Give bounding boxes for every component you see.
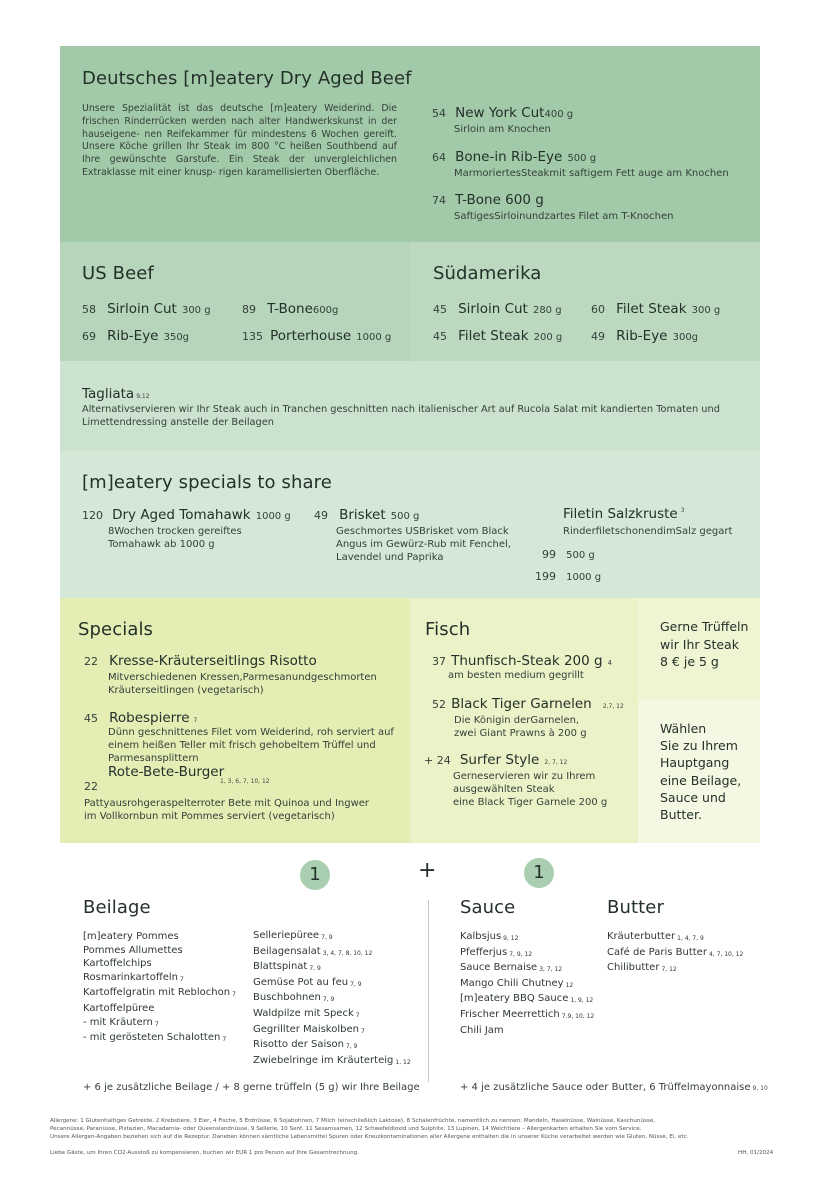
sauce-title: Sauce: [460, 897, 516, 918]
surfer-item: + 24 Surfer Style 2, 7, 12 Gerneservieren wir zu Ihrem ausgewählten Steak eine Black Tiger Garnele 200 g: [424, 752, 608, 808]
suedamerika-section: [410, 242, 760, 361]
list-item: Kräuterbutter $_{1, 4, 7, 9}$: [607, 931, 704, 942]
truffle-box: Gerne Trüffeln wir Ihr Steak 8 € je 5 g: [638, 598, 760, 700]
garnelen-item: 52 Black Tiger Garnelen 2,7, 12 Die Königin derGarnelen, zwei Giant Prawns à 200 g: [432, 696, 624, 739]
tagliata-desc: Alternativservieren wir Ihr Steak auch in Tranchen geschnitten nach italienischer Art auf Rucola Salat mit kandierten Tomaten und Limettendressing anstelle der Beilagen: [82, 404, 720, 428]
list-item: Mango Chili Chutney $_{12}$: [460, 977, 574, 989]
divider: [428, 900, 429, 1082]
list-item: Buschbohnen $_{7, 9}$: [253, 992, 335, 1004]
menu-code: HH, 01/2024: [738, 1150, 774, 1156]
list-item: - mit gerösteten Schalotten $_7$: [83, 1032, 227, 1044]
list-item: Zwiebelringe im Kräuterteig $_{1, 12}$: [253, 1054, 411, 1066]
choose-box: Wählen Sie zu Ihrem Hauptgang eine Beilage, Sauce und Butter.: [638, 700, 760, 843]
burger-item: Rote-Bete-Burger 22 1, 3, 6, 7, 10, 12 Pattyausrohgeraspelterroter Bete mit Quinoa und Ingwer im Vollkornbun mit Pommes serviert (vegetarisch): [84, 764, 370, 822]
risotto-item: 22 Kresse-Kräuterseitlings Risotto Mitverschiedenen Kressen,Parmesanundgeschmorten Kräuterseitlingen (vegetarisch): [84, 653, 377, 696]
beilage-note: + 6 je zusätzliche Beilage / + 8 gerne trüffeln (5 g) wir Ihre Beilage: [83, 1082, 420, 1093]
fisch-title: Fisch: [425, 619, 471, 640]
list-item: Kartoffelpüree: [83, 1002, 155, 1014]
sauce-note: + 4 je zusätzliche Sauce oder Butter, 6 Trüffelmayonnaise 9, 10: [460, 1082, 768, 1093]
plus-sign: +: [418, 858, 437, 883]
co2-note: Liebe Gäste, um Ihren CO2-Ausstoß zu kompensieren, buchen wir EUR 1 pro Person auf Ihre Gesamtrechnung.: [50, 1150, 359, 1156]
brisket-item: 49 Brisket 500 g Geschmortes USBrisket vom Black Angus im Gewürz-Rub mit Fenchel, Lavendel und Paprika: [314, 507, 511, 563]
dish-name: Bone-in Rib-Eye: [455, 149, 563, 165]
us-beef-section: [60, 242, 410, 361]
specials-section: [60, 598, 410, 843]
list-item: Gegrillter Maiskolben $_7$: [253, 1023, 365, 1035]
beilage-list-1: [83, 930, 236, 1047]
sauce-list: [460, 930, 594, 1037]
list-item: Selleriepüree $_{7, 9}$: [253, 930, 333, 941]
suedamerika-title: Südamerika: [433, 263, 542, 284]
list-item: Risotto der Saison $_{7, 9}$: [253, 1039, 358, 1051]
robespierre-item: 45 Robespierre 7 Dünn geschnittenes Filet vom Weiderind, roh serviert auf einem heißen Teller mit frisch gehobeltem Trüffel und Parmesansplittern: [84, 710, 394, 764]
tomahawk-item: 120 Dry Aged Tomahawk 1000 g 8Wochen trocken gereiftes Tomahawk ab 1000 g: [82, 507, 291, 550]
list-item: Gemüse Pot au feu $_{7, 9}$: [253, 976, 362, 988]
us-beef-item: 69 Rib-Eye 350g: [82, 328, 190, 344]
share-section: [60, 451, 760, 598]
list-item: Pfefferjus $_{7, 9, 12}$: [460, 946, 533, 958]
tagliata-section: Tagliata 9,12 Alternativservieren wir Ihr Steak auch in Tranchen geschnitten nach italienischer Art auf Rucola Salat mit kandierten Tomaten und Limettendressing anstelle der Beilagen: [60, 361, 760, 451]
list-item: [m]eatery Pommes: [83, 931, 179, 942]
dry-aged-intro: Unsere Spezialität ist das deutsche [m]eatery Weiderind. Die frischen Rinderrücken werden nach alter Handwerkskunst in der hauseigene- nen Reifekammer für mindestens 6 Wochen gereift. Unsere Köche grillen Ihr Steak im 800 °C heißen Southbend auf Ihre gewünschte Garstufe. Ein Steak der unvergleichlichen Extraklasse mit einer knusp- rigen karamellisierten Oberfläche.: [82, 103, 397, 178]
dish-name: T-Bone 600 g: [455, 192, 544, 208]
beilage-list-2: [253, 929, 411, 1069]
suedamerika-item: 60 Filet Steak 300 g: [591, 301, 721, 317]
list-item: Kartoffelgratin mit Reblochon $_7$: [83, 987, 236, 999]
list-item: Pommes Allumettes: [83, 944, 183, 956]
dry-aged-section: [60, 46, 760, 242]
list-item: Chilibutter $_{7, 12}$: [607, 962, 677, 974]
dry-aged-title: Deutsches [m]eatery Dry Aged Beef: [82, 68, 412, 89]
suedamerika-item: 49 Rib-Eye 300g: [591, 328, 699, 344]
count-badge-sauce: 1: [524, 858, 554, 888]
dry-aged-item: 64 Bone-in Rib-Eye 500 g MarmoriertesSteakmit saftigem Fett auge am Knochen: [432, 149, 729, 179]
specials-title: Specials: [78, 619, 154, 640]
salzkruste-item: Filetin Salzkruste $^3$ RinderfiletschonendimSalz gegart 99 500 g 199 1000 g: [535, 506, 733, 583]
list-item: - mit Kräutern $_7$: [83, 1016, 159, 1028]
list-item: Waldpilze mit Speck $_7$: [253, 1007, 360, 1019]
beilage-title: Beilage: [83, 897, 151, 918]
list-item: Beilagensalat $_{3, 4, 7, 8, 10, 12}$: [253, 945, 373, 957]
list-item: Frischer Meerrettich $_{7.9, 10, 12}$: [460, 1008, 595, 1020]
dish-name: New York Cut: [455, 105, 545, 121]
list-item: Kalbsjus $_{9, 12}$: [460, 931, 519, 942]
list-item: Kartoffelchips: [83, 958, 152, 970]
fisch-section: [410, 598, 638, 843]
butter-title: Butter: [607, 897, 664, 918]
list-item: Café de Paris Butter $_{4, 7, 10, 12}$: [607, 946, 744, 958]
count-badge-beilage: 1: [300, 860, 330, 890]
list-item: Sauce Bernaise $_{3, 7, 12}$: [460, 962, 563, 974]
thunfisch-item: 37 Thunfisch-Steak 200 g 4 am besten medium gegrillt: [432, 653, 613, 681]
us-beef-item: 58 Sirloin Cut 300 g: [82, 301, 211, 317]
list-item: [m]eatery BBQ Sauce $_{1, 9, 12}$: [460, 993, 594, 1005]
suedamerika-item: 45 Filet Steak 200 g: [433, 328, 563, 344]
us-beef-title: US Beef: [82, 263, 154, 284]
us-beef-item: 89 T-Bone600g: [242, 301, 339, 317]
list-item: Chili Jam: [460, 1024, 504, 1036]
allergen-info: Allergene: 1 Glutenhaltiges Getreide, 2 Krebstiere, 3 Eier, 4 Fische, 5 Erdnüsse, 6 Sojabohnen, 7 Milch (einschließlich Laktose), 8 Schalenfrüchte, namentlich zu nennen: Mandeln, Haselnüsse, Walnüsse, Kaschunüsse, Pecannüsse, Paranüsse, Pistazien, Macadamia- oder Queenslandnüsse, 9 Sellerie, 10 Senf, 11 Sesamsamen, 12 Schwefeldioxid und Sulphite, 13 Lupinen, 14 Weichtiere – Allergenkarten erhalten Sie vom Service. Unsere Allergen-Angaben beziehen sich auf die Rezeptur. Daneben können sämtliche Lebensmittel Spuren oder Kreuzkontaminationen aller Allergene enthalten die in unserer Küche verarbeitet werden wie Gluten, Nüsse, Ei, etc.: [50, 1118, 689, 1140]
share-title: [m]eatery specials to share: [82, 472, 332, 493]
dry-aged-item: 54 New York Cut400 g Sirloin am Knochen: [432, 105, 574, 135]
list-item: Blattspinat $_{7, 9}$: [253, 961, 321, 973]
butter-list: [607, 930, 743, 977]
dry-aged-item: 74 T-Bone 600 g SaftigesSirloinundzartes Filet am T-Knochen: [432, 192, 674, 222]
tagliata-title: Tagliata: [82, 386, 135, 402]
suedamerika-item: 45 Sirloin Cut 280 g: [433, 301, 562, 317]
list-item: Rosmarinkartoffeln $_7$: [83, 971, 184, 983]
us-beef-item: 135 Porterhouse 1000 g: [242, 328, 392, 344]
